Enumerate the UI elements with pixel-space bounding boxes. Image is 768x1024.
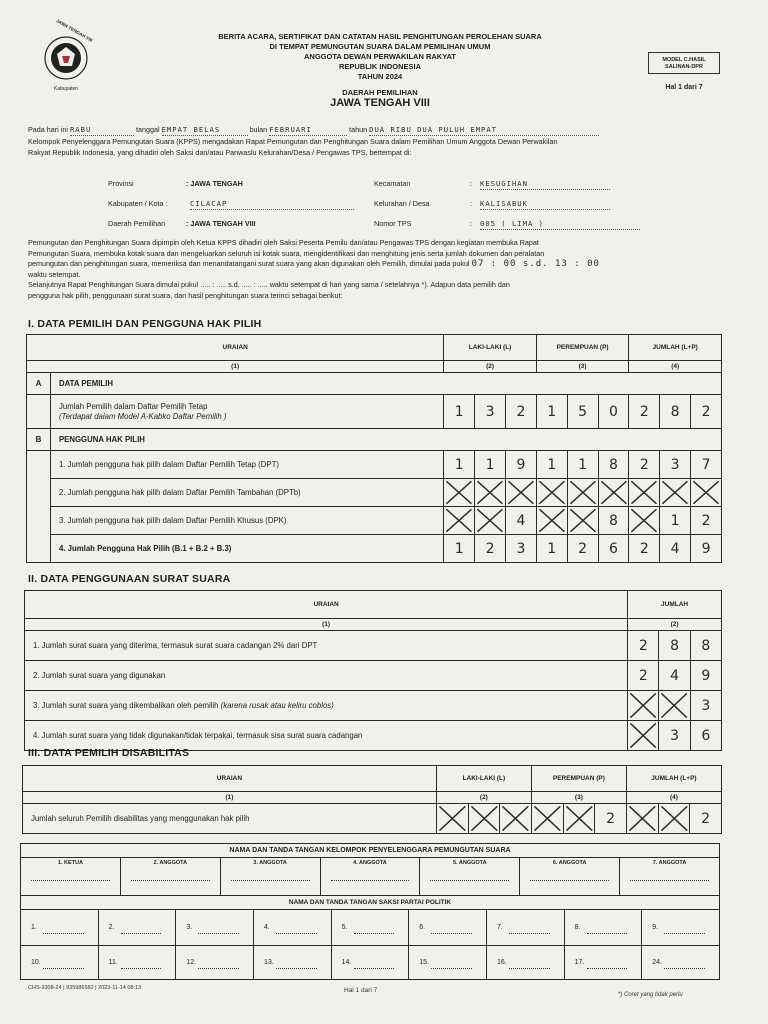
digit-cell[interactable] bbox=[626, 804, 658, 834]
digit-cell[interactable]: 9 bbox=[505, 451, 536, 479]
s1-num-4: (4) bbox=[629, 361, 722, 373]
saksi-sig-slot[interactable] bbox=[98, 946, 176, 980]
cross-out-mark bbox=[565, 805, 594, 832]
model-line-2: SALINAN-DPR bbox=[665, 64, 703, 70]
digit-cell[interactable]: 2 bbox=[690, 804, 722, 834]
digit-cell[interactable]: 2 bbox=[595, 804, 627, 834]
kpps-role: 3. ANGGOTA bbox=[253, 860, 287, 866]
proc-time: 07 : 00 s.d. 13 : 00 bbox=[471, 259, 600, 269]
s1-b4-label: 4. Jumlah Pengguna Hak Pilih (B.1 + B.2 + B.3) bbox=[50, 535, 443, 563]
digit-cell[interactable] bbox=[563, 804, 595, 834]
saksi-number: 14. bbox=[341, 958, 352, 966]
cross-out-mark bbox=[630, 480, 658, 505]
digit-cell[interactable]: 1 bbox=[444, 395, 475, 429]
saksi-sig-slot[interactable] bbox=[331, 946, 409, 980]
s1-col-p: PEREMPUAN (P) bbox=[536, 335, 629, 361]
digit-cell[interactable]: 7 bbox=[691, 451, 722, 479]
kpps-signature-table bbox=[20, 843, 720, 910]
section-2-title: II. DATA PENGGUNAAN SURAT SUARA bbox=[28, 573, 231, 585]
cross-out-mark bbox=[629, 692, 657, 719]
digit-cell[interactable]: 4 bbox=[659, 661, 690, 691]
intro-day-value: RABU bbox=[70, 124, 134, 136]
page-indicator-top: Hal 1 dari 7 bbox=[665, 84, 703, 91]
s1-b1-label: 1. Jumlah pengguna hak pilih dalam Daftar Pemilih Tetap (DPT) bbox=[50, 451, 443, 479]
s2-num-2: (2) bbox=[628, 619, 722, 631]
digit-cell[interactable]: 3 bbox=[660, 451, 691, 479]
digit-cell[interactable] bbox=[567, 507, 598, 535]
s1-b-title: PENGGUNA HAK PILIH bbox=[50, 429, 721, 451]
saksi-number: 11. bbox=[108, 958, 118, 966]
cross-out-mark bbox=[476, 508, 504, 533]
cross-out-mark bbox=[692, 480, 720, 505]
saksi-number: 7. bbox=[496, 923, 503, 931]
digit-cell[interactable] bbox=[659, 691, 690, 721]
kecamatan-value: KESUGIHAN bbox=[480, 178, 610, 190]
digit-cell[interactable]: 2 bbox=[691, 507, 722, 535]
location-block: Provinsi : JAWA TENGAH Kecamatan : KESUGIHAN Kabupaten / Kota : CILACAP Kelurahan / Desa : KALISABUK Daerah Pemilihan : JAWA TENGAH VIII Nomor TPS : 005 ( LIMA ) bbox=[108, 178, 738, 238]
tps-label: Nomor TPS bbox=[374, 219, 412, 228]
digit-cell[interactable] bbox=[475, 479, 506, 507]
digit-cell[interactable] bbox=[505, 479, 536, 507]
digit-cell[interactable]: 1 bbox=[536, 395, 567, 429]
digit-cell[interactable]: 2 bbox=[567, 535, 598, 563]
dapil-row-value: : JAWA TENGAH VIII bbox=[186, 219, 256, 228]
kpps-role: 4. ANGGOTA bbox=[353, 860, 387, 866]
digit-cell[interactable]: 1 bbox=[536, 535, 567, 563]
kpps-sig-title: NAMA DAN TANDA TANGAN KELOMPOK PENYELENGGARA PEMUNGUTAN SUARA bbox=[21, 844, 720, 858]
cross-out-mark bbox=[445, 508, 473, 533]
digit-cell[interactable]: 9 bbox=[690, 661, 721, 691]
digit-cell[interactable]: 1 bbox=[660, 507, 691, 535]
digit-cell[interactable] bbox=[660, 479, 691, 507]
intro-date-value: EMPAT BELAS bbox=[162, 124, 248, 136]
digit-cell[interactable] bbox=[536, 507, 567, 535]
header-line-5: TAHUN 2024 bbox=[357, 72, 403, 81]
digit-cell[interactable]: 8 bbox=[598, 507, 629, 535]
section-2-table bbox=[24, 590, 722, 751]
header-line-2: DI TEMPAT PEMUNGUTAN SUARA DALAM PEMILIHAN UMUM bbox=[269, 42, 491, 51]
cross-out-mark bbox=[628, 805, 657, 832]
kpps-sig-slot[interactable] bbox=[620, 858, 720, 896]
digit-cell[interactable] bbox=[500, 804, 532, 834]
s1-col-l: LAKI-LAKI (L) bbox=[444, 335, 537, 361]
s2-r3-label: 3. Jumlah surat suara yang dikembalikan oleh pemilih bbox=[33, 701, 221, 710]
digit-cell[interactable]: 4 bbox=[505, 507, 536, 535]
digit-cell[interactable] bbox=[444, 479, 475, 507]
intro-month-label: bulan bbox=[249, 125, 268, 134]
digit-cell[interactable]: 8 bbox=[659, 631, 690, 661]
digit-cell[interactable] bbox=[567, 479, 598, 507]
intro-line-2: Kelompok Penyelenggara Pemungutan Suara (KPPS) mengadakan Rapat Pemungutan dan Penghitungan Suara dalam Pemilihan Umum Anggota Dewan Perwakilan bbox=[28, 137, 558, 146]
saksi-number: 17. bbox=[574, 958, 585, 966]
digit-cell[interactable]: 3 bbox=[659, 721, 690, 751]
proc-line-5: Selanjutnya Rapat Penghitungan Suara dimulai pukul ..... : ..... s.d. ..... : ..... waktu setempat di hari yang sama / setelahnya *). Adapun data pemilih dan bbox=[28, 280, 510, 289]
kpps-sig-slot[interactable] bbox=[120, 858, 220, 896]
s3-col-lp: JUMLAH (L+P) bbox=[626, 766, 721, 792]
s2-num-1: (1) bbox=[25, 619, 628, 631]
dapil-title: JAWA TENGAH VIII bbox=[330, 97, 430, 109]
saksi-sig-slot[interactable] bbox=[253, 910, 331, 946]
saksi-sig-slot[interactable] bbox=[564, 910, 642, 946]
cross-out-mark bbox=[660, 805, 689, 832]
section-1-title: I. DATA PEMILIH DAN PENGGUNA HAK PILIH bbox=[28, 318, 262, 330]
digit-cell[interactable]: 1 bbox=[444, 451, 475, 479]
digit-cell[interactable]: 8 bbox=[690, 631, 721, 661]
cross-out-mark bbox=[661, 480, 689, 505]
saksi-sig-slot[interactable] bbox=[21, 910, 99, 946]
digit-cell[interactable]: 3 bbox=[505, 535, 536, 563]
kpps-role: 6. ANGGOTA bbox=[552, 860, 587, 866]
header-line-4: REPUBLIK INDONESIA bbox=[338, 62, 422, 71]
saksi-sig-slot[interactable] bbox=[486, 946, 564, 980]
digit-cell[interactable] bbox=[436, 804, 468, 834]
saksi-number: 6. bbox=[419, 923, 426, 931]
intro-year-label: tahun bbox=[349, 125, 368, 134]
digit-cell[interactable]: 2 bbox=[628, 631, 659, 661]
proc-line-1: Pemungutan dan Penghitungan Suara dipimpin oleh Ketua KPPS dihadiri oleh Saksi Peserta Pemilu dan/atau Pengawas TPS dengan kegiatan membuka Rapat bbox=[28, 238, 539, 247]
digit-cell[interactable]: 1 bbox=[475, 451, 506, 479]
kpps-role: 7. ANGGOTA bbox=[652, 860, 687, 866]
cross-out-mark bbox=[600, 480, 628, 505]
footer-note: *) Coret yang tidak perlu bbox=[618, 992, 683, 998]
s3-r1-label: Jumlah seluruh Pemilih disabilitas yang menggunakan hak pilih bbox=[23, 804, 437, 834]
saksi-number: 3. bbox=[186, 923, 193, 931]
digit-cell[interactable] bbox=[628, 691, 659, 721]
digit-cell[interactable] bbox=[629, 507, 660, 535]
s3-num-3: (3) bbox=[531, 792, 626, 804]
s1-a-letter: A bbox=[27, 373, 51, 395]
s1-num-2: (2) bbox=[444, 361, 537, 373]
digit-cell[interactable] bbox=[691, 479, 722, 507]
kecamatan-label: Kecamatan bbox=[374, 179, 411, 188]
proc-line-2: Pemungutan Suara, membuka kotak suara dan mengeluarkan seluruh isi kotak suara, mengidentifikasi dan menghitung jenis serta jumlah dokumen dan peralatan bbox=[28, 248, 545, 258]
cross-out-mark bbox=[533, 805, 562, 832]
kpps-role: 5. ANGGOTA bbox=[452, 860, 487, 866]
s1-a1-line1: Jumlah Pemilih dalam Daftar Pemilih Tetap bbox=[58, 401, 208, 411]
saksi-number: 24. bbox=[652, 958, 662, 966]
digit-cell[interactable]: 2 bbox=[629, 451, 660, 479]
kpps-role: 1. KETUA bbox=[57, 860, 83, 866]
proc-line-3: pemungutan dan penghitungan suara, memeriksa dan menandatangani surat suara yang akan digunakan oleh Pemilih, dimulai pada pukul bbox=[28, 259, 470, 268]
procedure-paragraph bbox=[28, 238, 740, 301]
saksi-number: 1. bbox=[31, 923, 37, 931]
digit-cell[interactable]: 1 bbox=[567, 451, 598, 479]
saksi-sig-slot[interactable] bbox=[642, 910, 720, 946]
saksi-sig-slot[interactable] bbox=[642, 946, 720, 980]
s3-num-4: (4) bbox=[626, 792, 721, 804]
s2-r2-label: 2. Jumlah surat suara yang digunakan bbox=[25, 661, 628, 691]
digit-cell[interactable] bbox=[628, 721, 659, 751]
kabupaten-value: CILACAP bbox=[190, 198, 354, 210]
proc-line-6: pengguna hak pilih, penggunaan surat suara, dan hasil penghitungan suara terinci sebagai berikut: bbox=[28, 290, 343, 300]
s3-col-uraian: URAIAN bbox=[23, 766, 437, 792]
provinsi-label: Provinsi bbox=[108, 179, 134, 188]
saksi-number: 4. bbox=[263, 923, 270, 931]
saksi-sig-slot[interactable] bbox=[176, 946, 254, 980]
cross-out-mark bbox=[538, 508, 566, 533]
dapil-label: DAERAH PEMILIHAN bbox=[342, 88, 418, 97]
kpps-role: 2. ANGGOTA bbox=[153, 860, 188, 866]
intro-month-value: FEBRUARI bbox=[269, 124, 347, 136]
saksi-sig-slot[interactable] bbox=[486, 910, 564, 946]
digit-cell[interactable]: 2 bbox=[629, 395, 660, 429]
saksi-number: 12. bbox=[186, 958, 197, 966]
saksi-sig-title: NAMA DAN TANDA TANGAN SAKSI PARTAI POLITIK bbox=[21, 896, 720, 910]
s1-b3-label: 3. Jumlah pengguna hak pilih dalam Daftar Pemilih Khusus (DPK) bbox=[50, 507, 443, 535]
digit-cell[interactable]: 8 bbox=[598, 451, 629, 479]
saksi-number: 5. bbox=[341, 923, 348, 931]
s1-b-letter: B bbox=[27, 429, 51, 451]
saksi-sig-slot[interactable] bbox=[176, 910, 254, 946]
intro-paragraph bbox=[28, 124, 740, 158]
digit-cell[interactable]: 9 bbox=[691, 535, 722, 563]
cross-out-mark bbox=[445, 480, 473, 505]
saksi-signature-table bbox=[20, 909, 720, 980]
tps-value: 005 ( LIMA ) bbox=[480, 218, 640, 230]
kelurahan-value: KALISABUK bbox=[480, 198, 610, 210]
digit-cell[interactable]: 2 bbox=[629, 535, 660, 563]
cross-out-mark bbox=[569, 480, 597, 505]
cross-out-mark bbox=[629, 722, 657, 749]
kpps-sig-slot[interactable] bbox=[520, 858, 620, 896]
saksi-sig-slot[interactable] bbox=[331, 910, 409, 946]
cross-out-mark bbox=[538, 480, 566, 505]
cross-out-mark bbox=[630, 508, 658, 533]
dapil-row-label: Daerah Pemilihan bbox=[108, 219, 166, 228]
provinsi-value: : JAWA TENGAH bbox=[186, 179, 243, 188]
intro-year-value: DUA RIBU DUA PULUH EMPAT bbox=[369, 124, 599, 136]
digit-cell[interactable]: 4 bbox=[660, 535, 691, 563]
s1-row-a1 bbox=[27, 395, 722, 429]
s1-num-1: (1) bbox=[27, 361, 444, 373]
saksi-sig-slot[interactable] bbox=[98, 910, 176, 946]
digit-cell[interactable]: 2 bbox=[628, 661, 659, 691]
s1-a1-line2: (Terdapat dalam Model A-Kabko Daftar Pemilih ) bbox=[58, 411, 227, 421]
cross-out-mark bbox=[470, 805, 499, 832]
digit-cell[interactable]: 3 bbox=[475, 395, 506, 429]
digit-cell[interactable]: 2 bbox=[475, 535, 506, 563]
s1-col-lp: JUMLAH (L+P) bbox=[629, 335, 722, 361]
cross-out-mark bbox=[476, 480, 504, 505]
s2-r3-note: (karena rusak atau keliru coblos) bbox=[220, 701, 334, 710]
cross-out-mark bbox=[507, 480, 535, 505]
cross-out-mark bbox=[569, 508, 597, 533]
digit-cell[interactable]: 1 bbox=[536, 451, 567, 479]
saksi-sig-slot[interactable] bbox=[564, 946, 642, 980]
logo-sub: Kabupaten bbox=[53, 86, 79, 92]
kpps-sig-slot[interactable] bbox=[220, 858, 320, 896]
saksi-number: 10. bbox=[31, 958, 41, 966]
header-line-1: BERITA ACARA, SERTIFIKAT DAN CATATAN HASIL PENGHITUNGAN PEROLEHAN SUARA bbox=[218, 32, 542, 41]
footer-page: Hal 1 dari 7 bbox=[344, 987, 378, 994]
saksi-sig-slot[interactable] bbox=[409, 910, 487, 946]
s3-num-1: (1) bbox=[23, 792, 437, 804]
intro-day-label: Pada hari ini bbox=[28, 125, 68, 134]
digit-cell[interactable]: 1 bbox=[444, 535, 475, 563]
digit-cell[interactable] bbox=[468, 804, 500, 834]
logo-emblem-text: JAWA TENGAH VIII bbox=[55, 18, 94, 43]
saksi-number: 13. bbox=[263, 958, 274, 966]
digit-cell[interactable]: 5 bbox=[567, 395, 598, 429]
section-3-title: III. DATA PEMILIH DISABILITAS bbox=[28, 747, 190, 759]
section-3-table bbox=[22, 765, 722, 834]
model-line-1: MODEL C.HASIL bbox=[662, 57, 706, 63]
digit-cell[interactable]: 3 bbox=[690, 691, 721, 721]
intro-date-label: tanggal bbox=[135, 125, 160, 134]
s3-col-p: PEREMPUAN (P) bbox=[531, 766, 626, 792]
saksi-sig-slot[interactable] bbox=[409, 946, 487, 980]
saksi-number: 2. bbox=[108, 923, 115, 931]
digit-cell[interactable]: 6 bbox=[598, 535, 629, 563]
header-line-3: ANGGOTA DEWAN PERWAKILAN RAKYAT bbox=[304, 52, 456, 61]
digit-cell[interactable]: 6 bbox=[690, 721, 721, 751]
digit-cell[interactable]: 8 bbox=[660, 395, 691, 429]
digit-cell[interactable] bbox=[475, 507, 506, 535]
proc-line-4: waktu setempat. bbox=[28, 269, 81, 279]
saksi-number: 16. bbox=[496, 958, 507, 966]
cross-out-mark bbox=[438, 805, 467, 832]
digit-cell[interactable] bbox=[658, 804, 690, 834]
model-badge bbox=[648, 52, 720, 74]
cross-out-mark bbox=[660, 692, 688, 719]
saksi-number: 15. bbox=[419, 958, 430, 966]
s1-a-title: DATA PEMILIH bbox=[50, 373, 721, 395]
intro-line-3: Rakyat Republik Indonesia, yang dihadiri oleh Saksi dan/atau Panwaslu Kelurahan/Desa / Pengawas TPS, bertempat di: bbox=[28, 148, 412, 157]
s2-r1-label: 1. Jumlah surat suara yang diterima, termasuk surat suara cadangan 2% dari DPT bbox=[25, 631, 628, 661]
kpps-sig-slot[interactable] bbox=[420, 858, 520, 896]
s1-b2-label: 2. Jumlah pengguna hak pilih dalam Daftar Pemilih Tambahan (DPTb) bbox=[50, 479, 443, 507]
s3-num-2: (2) bbox=[436, 792, 531, 804]
digit-cell[interactable] bbox=[531, 804, 563, 834]
digit-cell[interactable] bbox=[598, 479, 629, 507]
digit-cell[interactable] bbox=[444, 507, 475, 535]
digit-cell[interactable] bbox=[536, 479, 567, 507]
saksi-number: 8. bbox=[574, 923, 581, 931]
kpps-sig-slot[interactable] bbox=[21, 858, 121, 896]
s2-r4-label: 4. Jumlah surat suara yang tidak digunakan/tidak terpakai, termasuk sisa surat suara cadangan bbox=[25, 721, 628, 751]
footer-meta: CHS-3308-24 | 935986582 | 2023-11-14 08:13 bbox=[28, 985, 142, 991]
s2-col-jumlah: JUMLAH bbox=[628, 591, 722, 619]
cross-out-mark bbox=[501, 805, 530, 832]
saksi-number: 9. bbox=[652, 923, 659, 931]
s1-col-uraian: URAIAN bbox=[27, 335, 444, 361]
s2-col-uraian: URAIAN bbox=[25, 591, 628, 619]
saksi-sig-slot[interactable] bbox=[253, 946, 331, 980]
s1-num-3: (3) bbox=[536, 361, 629, 373]
kabupaten-label: Kabupaten / Kota : bbox=[108, 199, 168, 208]
digit-cell[interactable] bbox=[629, 479, 660, 507]
digit-cell[interactable]: 2 bbox=[691, 395, 722, 429]
kpps-sig-slot[interactable] bbox=[320, 858, 420, 896]
digit-cell[interactable]: 0 bbox=[598, 395, 629, 429]
saksi-sig-slot[interactable] bbox=[21, 946, 99, 980]
kelurahan-label: Kelurahan / Desa bbox=[374, 199, 430, 208]
kpu-logo bbox=[40, 32, 92, 90]
s3-col-l: LAKI-LAKI (L) bbox=[436, 766, 531, 792]
section-1-table bbox=[26, 334, 722, 563]
digit-cell[interactable]: 2 bbox=[505, 395, 536, 429]
document-header bbox=[120, 32, 640, 108]
